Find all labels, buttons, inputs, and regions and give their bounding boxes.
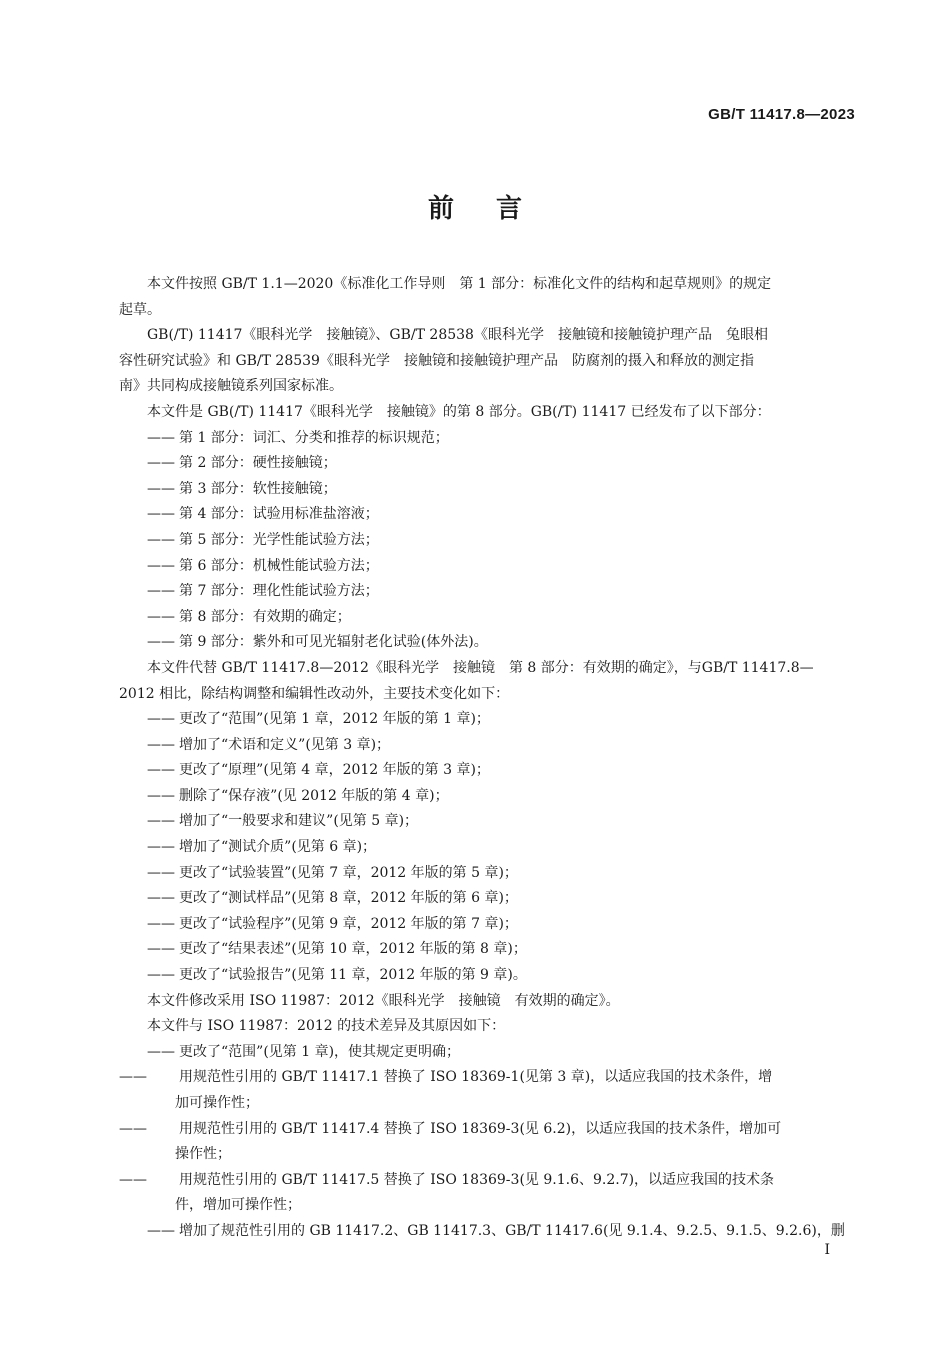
list-item [119, 1117, 853, 1168]
text-line: 本文件修改采用 ISO 11987：2012《眼科光学 接触镜 有效期的确定》。 [147, 992, 620, 1009]
list-item [147, 451, 853, 477]
list-item-text: 第 1 部分：词汇、分类和推荐的标识规范； [179, 429, 449, 446]
list-item [147, 784, 853, 810]
list-item [147, 809, 853, 835]
text-line: 本文件与 ISO 11987：2012 的技术差异及其原因如下： [147, 1018, 506, 1035]
dash: —— [147, 634, 175, 651]
dash: —— [147, 967, 175, 984]
document-body [119, 272, 853, 1245]
list-item [147, 912, 853, 938]
dash: —— [147, 890, 175, 907]
paragraph-series [119, 323, 853, 400]
list-item-text: 件，增加可操作性； [175, 1197, 301, 1214]
dash: —— [147, 480, 175, 497]
list-item [147, 528, 853, 554]
list-item [147, 937, 853, 963]
dash: —— [147, 864, 175, 881]
list-item [119, 1168, 853, 1219]
list-item [147, 733, 853, 759]
text-line: 本文件代替 GB/T 11417.8—2012《眼科光学 接触镜 第 8 部分：有效期的确定》，与GB/T 11417.8— [147, 659, 814, 676]
list-item [147, 707, 853, 733]
dash: —— [147, 762, 175, 779]
dash: —— [147, 915, 175, 932]
list-item-text: 更改了“试验装置”(见第 7 章，2012 年版的第 5 章)； [179, 864, 518, 881]
paragraph-adoption [147, 989, 853, 1015]
list-item [147, 426, 853, 452]
dash: —— [147, 429, 175, 446]
list-item-text: 第 8 部分：有效期的确定； [179, 608, 351, 625]
text-line: 容性研究试验》和 GB/T 28539《眼科光学 接触镜和接触镜护理产品 防腐剂的摄入和释放的测定指 [119, 352, 754, 369]
paragraph-drafting-rules [119, 272, 853, 323]
paragraph-differences-intro [147, 1014, 853, 1040]
list-item [147, 835, 853, 861]
list-item-text: 更改了“范围”(见第 1 章)，使其规定更明确； [179, 1043, 461, 1060]
list-item-text: 更改了“范围”(见第 1 章，2012 年版的第 1 章)； [179, 711, 490, 728]
dash: —— [147, 531, 175, 548]
list-item-text: 第 3 部分：软性接触镜； [179, 480, 337, 497]
paragraph-parts-intro [147, 400, 853, 426]
dash: —— [119, 1171, 147, 1188]
list-item [147, 963, 853, 989]
list-item-text: 增加了规范性引用的 GB 11417.2、GB 11417.3、GB/T 11417.6(见 9.1.4、9.2.5、9.1.5、9.2.6)，删 [179, 1222, 845, 1239]
list-item-text: 更改了“原理”(见第 4 章，2012 年版的第 3 章)； [179, 762, 490, 779]
paragraph-replaces [119, 656, 853, 707]
list-item-text: 增加了“术语和定义”(见第 3 章)； [179, 736, 391, 753]
list-item-text: 增加了“测试介质”(见第 6 章)； [179, 839, 377, 856]
text-line: 起草。 [119, 301, 161, 318]
list-item [147, 502, 853, 528]
list-item [147, 861, 853, 887]
list-item-text: 用规范性引用的 GB/T 11417.5 替换了 ISO 18369-3(见 9.1.6、9.2.7)，以适应我国的技术条 [179, 1171, 775, 1188]
dash: —— [147, 711, 175, 728]
text-line: 本文件按照 GB/T 1.1—2020《标准化工作导则 第 1 部分：标准化文件的结构和起草规则》的规定 [147, 276, 772, 292]
list-item-text: 第 6 部分：机械性能试验方法； [179, 557, 379, 574]
dash: —— [147, 736, 175, 753]
page-number: I [824, 1242, 830, 1258]
list-item-text: 操作性； [175, 1146, 231, 1163]
list-item-text: 用规范性引用的 GB/T 11417.4 替换了 ISO 18369-3(见 6.2)，以适应我国的技术条件，增加可 [179, 1120, 782, 1137]
changes-list [147, 707, 853, 989]
dash: —— [147, 608, 175, 625]
list-item-text: 更改了“试验报告”(见第 11 章，2012 年版的第 9 章)。 [179, 967, 527, 984]
list-item-text: 第 5 部分：光学性能试验方法； [179, 531, 379, 548]
dash: —— [147, 1222, 175, 1239]
list-item-text: 第 7 部分：理化性能试验方法； [179, 583, 379, 600]
list-item-text: 增加了“一般要求和建议”(见第 5 章)； [179, 813, 419, 830]
dash: —— [147, 506, 175, 523]
list-item [147, 886, 853, 912]
list-item [147, 630, 853, 656]
list-item-text: 更改了“结果表述”(见第 10 章，2012 年版的第 8 章)； [179, 941, 527, 958]
list-item-text: 第 9 部分：紫外和可见光辐射老化试验(体外法)。 [179, 634, 488, 651]
list-item [147, 1040, 853, 1066]
text-line: GB(/T) 11417《眼科光学 接触镜》、GB/T 28538《眼科光学 接触镜和接触镜护理产品 兔眼相 [147, 327, 768, 344]
list-item-text: 加可操作性； [175, 1095, 259, 1111]
dash: —— [147, 941, 175, 958]
document-code: GB/T 11417.8—2023 [708, 106, 855, 123]
list-item-text: 第 4 部分：试验用标准盐溶液； [179, 506, 379, 523]
list-item-text: 删除了“保存液”(见 2012 年版的第 4 章)； [179, 787, 449, 804]
dash: —— [147, 583, 175, 600]
list-item-text: 用规范性引用的 GB/T 11417.1 替换了 ISO 18369-1(见第 3 章)，以适应我国的技术条件，增 [179, 1069, 773, 1086]
dash: —— [147, 557, 175, 574]
dash: —— [119, 1069, 147, 1086]
dash: —— [119, 1120, 147, 1137]
dash: —— [147, 455, 175, 472]
dash: —— [147, 839, 175, 856]
list-item [147, 605, 853, 631]
list-item [147, 579, 853, 605]
text-line: 南》共同构成接触镜系列国家标准。 [119, 378, 343, 395]
list-item-text: 第 2 部分：硬性接触镜； [179, 455, 337, 472]
differences-list [119, 1040, 853, 1245]
dash: —— [147, 1043, 175, 1060]
list-item-text: 更改了“测试样品”(见第 8 章，2012 年版的第 6 章)； [179, 890, 518, 907]
dash: —— [147, 787, 175, 804]
list-item [119, 1065, 853, 1116]
list-item-text: 更改了“试验程序”(见第 9 章，2012 年版的第 7 章)； [179, 915, 518, 932]
text-line: 本文件是 GB(/T) 11417《眼科光学 接触镜》的第 8 部分。GB(/T) 11417 已经发布了以下部分： [147, 403, 771, 420]
list-item [147, 477, 853, 503]
dash: —— [147, 813, 175, 830]
page-title: 前言 [427, 194, 564, 224]
parts-list [147, 426, 853, 656]
text-line: 2012 相比，除结构调整和编辑性改动外，主要技术变化如下： [119, 685, 510, 702]
list-item [147, 1219, 853, 1245]
list-item [147, 758, 853, 784]
list-item [147, 554, 853, 580]
